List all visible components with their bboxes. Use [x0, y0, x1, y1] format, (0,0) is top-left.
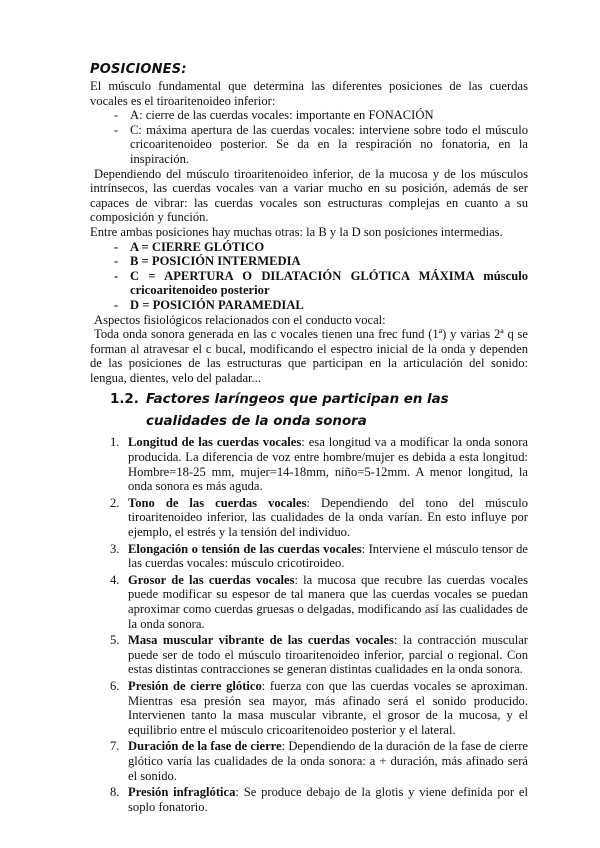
- position-item-c: - C: máxima apertura de las cuerdas vocales: interviene sobre todo el músculo cricoaritenoideo posterior. Se da en la respiración no fonatoria, en la inspiración.: [114, 123, 528, 167]
- factor-text: : la contracción muscular puede ser de todo el músculo tiroaritenoideo inferior, parcial o regional. Con estas distintas contracciones se generan distintas cualidades en la onda sonora.: [128, 633, 528, 677]
- factor-number: 2.: [110, 495, 120, 510]
- page-title: POSICIONES:: [90, 62, 187, 77]
- position-item-a: - A: cierre de las cuerdas vocales: importante en FONACIÓN: [114, 108, 528, 123]
- factor-item: [110, 633, 528, 677]
- factor-term: Tono de las cuerdas vocales: [128, 495, 307, 510]
- factor-term: Presión infraglótica: [128, 785, 236, 800]
- factor-term: Grosor de las cuerdas vocales: [128, 572, 295, 587]
- factor-item: [110, 541, 528, 571]
- section-number: 1.2.: [110, 392, 139, 408]
- factor-number: 5.: [110, 633, 120, 648]
- section-heading: [110, 389, 528, 433]
- factor-text: : esa longitud va a modificar la onda sonora producida. La diferencia de voz entre hombre/mujer es debida a esta longitud: Hombre=18-25 mm, mujer=14-18mm, niño=5-12mm. A menor longitud, la onda sonora es más aguda.: [128, 435, 529, 494]
- factor-text: : Interviene el músculo tensor de las cuerdas vocales: músculo cricotiroideo.: [128, 541, 528, 571]
- factor-text: : fuerza con que las cuerdas vocales se aproximan. Mientras esa presión sea mayor, más afinado será el sonido producido. Intervienen tanto la masa muscular vibrante, el grosor de la mucosa, y el equilibrio entre el músculo cricoaritenoideo posterior y el lateral.: [128, 678, 528, 737]
- factor-term: Elongación o tensión de las cuerdas vocales: [128, 541, 362, 556]
- factor-number: 8.: [110, 785, 120, 800]
- factor-number: 4.: [110, 572, 120, 587]
- factor-number: 6.: [110, 678, 120, 693]
- factor-item: [110, 495, 528, 540]
- factor-term: Masa muscular vibrante de las cuerdas vocales: [128, 633, 394, 648]
- factor-text: : la mucosa que recubre las cuerdas vocales puede modificar su espesor de tal manera que las cuerdas vocales se puedan aproximar como cuerdas gruesas o delgadas, modificando así las cualidades de la onda sonora.: [128, 572, 528, 631]
- position-bold-c: - C = APERTURA O DILATACIÓN GLÓTICA MÁXIMA músculo cricoaritenoideo posterior: [114, 269, 528, 298]
- factor-item: [110, 435, 529, 494]
- position-bold-a: - A = CIERRE GLÓTICO: [114, 240, 528, 255]
- factor-text: : Dependiendo del tono del músculo tiroaritenoideo inferior, las cualidades de la onda varían. En esto influye por ejemplo, el estrés y la tensión del individuo.: [128, 495, 528, 540]
- factor-text: : Se produce debajo de la glotis y viene definida por el soplo fonatorio.: [128, 785, 529, 814]
- factor-term: Longitud de las cuerdas vocales: [128, 435, 302, 450]
- aspectos-paragraph: Aspectos fisiológicos relacionados con el conducto vocal:: [94, 312, 386, 327]
- factor-number: 3.: [110, 541, 120, 556]
- factor-item: [110, 678, 528, 737]
- factor-item: [110, 572, 528, 631]
- factor-text: : Dependiendo de la duración de la fase de cierre glótico varía las cualidades de la onda sonora: a + duración, más afinado será el sonido.: [128, 739, 528, 783]
- onda-paragraph: Toda onda sonora generada en las c vocales tienen una frec fund (1ª) y varias 2ª q se forman al atravesar el c bucal, modificando el espectro inicial de la onda y dependen de las posiciones de las estructuras que participan en la articulación del sonido: lengua, dientes, velo del paladar...: [90, 327, 528, 385]
- factors-list: [90, 435, 528, 814]
- positions-list: [90, 108, 528, 166]
- intro-paragraph: El músculo fundamental que determina las diferentes posiciones de las cuerdas vocales es el tiroaritenoideo inferior:: [90, 79, 528, 108]
- dependiendo-paragraph: Dependiendo del músculo tiroaritenoideo inferior, de la mucosa y de los músculos intrínsecos, las cuerdas vocales van a variar mucho en su posición, además de ser capaces de vibrar: las cuerdas vocales son estructuras complejas en cuanto a su composición y función.: [90, 166, 528, 225]
- factor-term: Presión de cierre glótico: [128, 678, 262, 693]
- position-bold-b: - B = POSICIÓN INTERMEDIA: [114, 254, 528, 269]
- entre-paragraph: Entre ambas posiciones hay muchas otras: la B y la D son posiciones intermedias.: [90, 224, 503, 239]
- factor-item: [110, 785, 529, 814]
- position-bold-d: - D = POSICIÓN PARAMEDIAL: [114, 298, 528, 313]
- factor-number: 1.: [110, 435, 120, 450]
- factor-item: [110, 739, 528, 783]
- factor-number: 7.: [110, 739, 120, 754]
- factor-term: Duración de la fase de cierre: [128, 739, 282, 754]
- positions-bold-list: [90, 240, 528, 313]
- section-title: Factores laríngeos que participan en las cualidades de la onda sonora: [146, 392, 449, 430]
